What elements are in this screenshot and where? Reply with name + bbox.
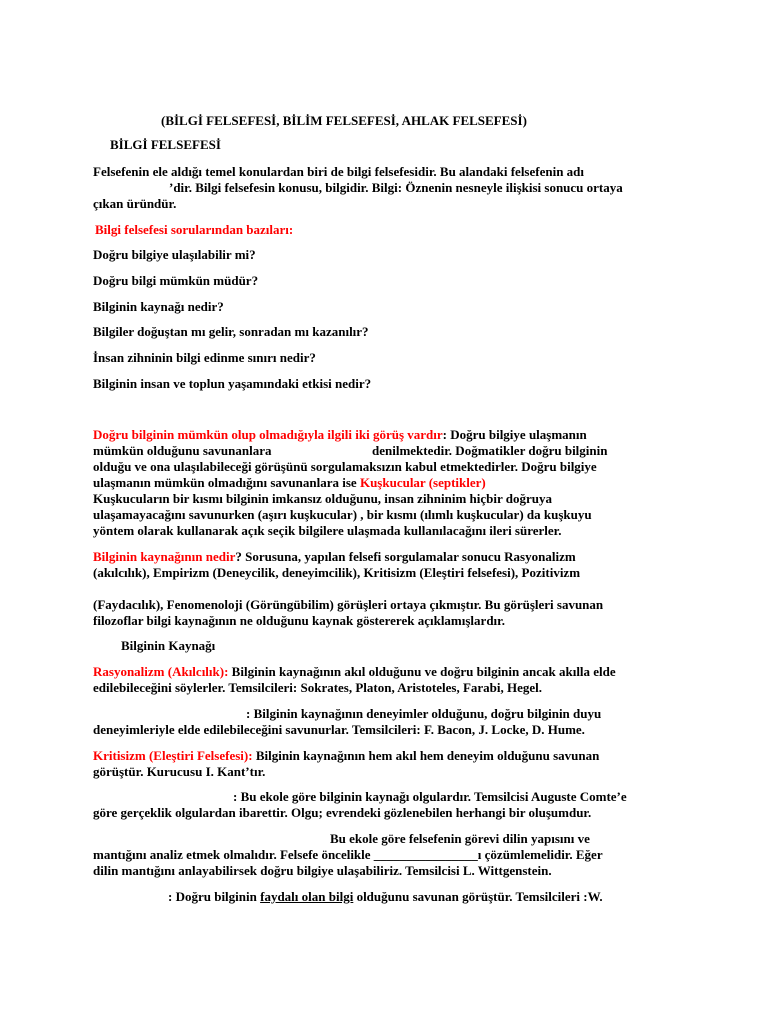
positivism-line: : Bu ekole göre bilginin kaynağı olgulardır. Temsilcisi Auguste Comte’e: [233, 789, 627, 804]
question-item: Doğru bilgi mümkün müdür?: [93, 273, 259, 288]
empiricism-line: deneyimleriyle elde edilebileceğini savunurlar. Temsilcileri: F. Bacon, J. Locke, D. Hume.: [93, 722, 585, 737]
views-text: ulaşmanın mümkün olmadığını savunanlara ise: [93, 475, 357, 490]
views-line: mümkün olduğunu savunanlara: [93, 443, 272, 458]
views-heading: Doğru bilginin mümkün olup olmadığıyla ilgili iki görüş vardır: [93, 427, 443, 442]
source-heading: Bilginin kaynağının nedir: [93, 549, 236, 564]
analytic-line: [93, 847, 603, 863]
question-item: Bilginin kaynağı nedir?: [93, 299, 224, 314]
views-line: Kuşkucuların bir kısmı bilginin imkansız olduğunu, insan zihninim hiçbir doğruya: [93, 491, 553, 506]
source-line: (Faydacılık), Fenomenoloji (Görüngübilim) görüşleri ortaya çıkmıştır. Bu görüşleri savunan: [93, 597, 604, 612]
views-line: denilmektedir. Doğmatikler doğru bilginin: [372, 443, 608, 458]
views-line: [93, 427, 587, 443]
source-line: (akılcılık), Empirizm (Deneycilik, deneyimcilik), Kritisizm (Eleştiri felsefesi), Pozitivizm: [93, 565, 581, 580]
criticism-text: Bilginin kaynağının hem akıl hem deneyim olduğunu savunan: [252, 748, 600, 763]
question-item: Doğru bilgiye ulaşılabilir mi?: [93, 247, 256, 262]
pragmatism-line: [168, 889, 603, 905]
fill-in-blank: ________________: [373, 847, 478, 862]
views-line: yöntem olarak kullanarak açık seçik bilgilere ulaşmada kullanılacağını ileri sürerler.: [93, 523, 562, 538]
rationalism-text: Bilginin kaynağının akıl olduğunu ve doğru bilginin ancak akılla elde: [228, 664, 616, 679]
source-line: [93, 549, 576, 565]
empiricism-line: : Bilginin kaynağının deneyimler olduğunu, doğru bilginin duyu: [246, 706, 602, 721]
criticism-line: görüştür. Kurucusu I. Kant’tır.: [93, 764, 266, 779]
analytic-line: Bu ekole göre felsefenin görevi dilin yapısını ve: [330, 831, 590, 846]
rationalism-line: edilebileceğini söylerler. Temsilcileri: Sokrates, Platon, Aristoteles, Farabi, Hegel.: [93, 680, 543, 695]
rationalism-line: [93, 664, 616, 680]
intro-line: Felsefenin ele aldığı temel konulardan biri de bilgi felsefesidir. Bu alandaki felsefenin adı: [93, 164, 585, 179]
page-title: (BİLGİ FELSEFESİ, BİLİM FELSEFESİ, AHLAK FELSEFESİ): [161, 113, 527, 128]
question-item: Bilginin insan ve toplun yaşamındaki etkisi nedir?: [93, 376, 372, 391]
question-item: Bilgiler doğuştan mı gelir, sonradan mı kazanılır?: [93, 324, 369, 339]
source-line: filozoflar bilgi kaynağının ne olduğunu kaynak göstererek açıklamışlardır.: [93, 613, 505, 628]
pragmatism-text: olduğunu savunan görüştür. Temsilcileri :W.: [353, 889, 603, 904]
questions-heading: Bilgi felsefesi sorularından bazıları:: [95, 222, 294, 237]
views-line: [93, 475, 486, 491]
intro-line: ’dir. Bilgi felsefesin konusu, bilgidir. Bilgi: Öznenin nesneyle ilişkisi sonucu ortaya: [169, 180, 623, 195]
criticism-line: [93, 748, 599, 764]
rationalism-label: Rasyonalizm (Akılcılık):: [93, 664, 229, 679]
analytic-text: mantığını analiz etmek olmalıdır. Felsefe öncelikle: [93, 847, 371, 862]
analytic-text: ı çözümlemelidir. Eğer: [477, 847, 603, 862]
positivism-line: göre gerçeklik olgulardan ibarettir. Olgu; evrendeki gözlenebilen herhangi bir oluşumdur.: [93, 805, 592, 820]
section-heading: BİLGİ FELSEFESİ: [110, 137, 221, 152]
views-line: olduğu ve ona ulaşılabileceği görüşünü sorgulamaksızın kabul etmektedirler. Doğru bilgiye: [93, 459, 597, 474]
source-subheading: Bilginin Kaynağı: [121, 638, 216, 653]
views-line: ulaşamayacağını savunurken (aşırı kuşkucular) , bir kısmı (ılımlı kuşkucular) da kuşkuyu: [93, 507, 592, 522]
criticism-label: Kritisizm (Eleştiri Felsefesi):: [93, 748, 253, 763]
pragmatism-text: : Doğru bilginin: [168, 889, 261, 904]
source-text: ? Sorusuna, yapılan felsefi sorgulamalar sonucu Rasyonalizm: [235, 549, 576, 564]
intro-line: çıkan üründür.: [93, 196, 177, 211]
pragmatism-underlined: faydalı olan bilgi: [260, 889, 354, 904]
question-item: İnsan zihninin bilgi edinme sınırı nedir?: [93, 350, 316, 365]
analytic-line: dilin mantığını anlayabilirsek doğru bilgiye ulaşabiliriz. Temsilcisi L. Wittgenstein.: [93, 863, 552, 878]
skeptics-term: Kuşkucular (septikler): [359, 475, 486, 490]
views-text: : Doğru bilgiye ulaşmanın: [442, 427, 587, 442]
